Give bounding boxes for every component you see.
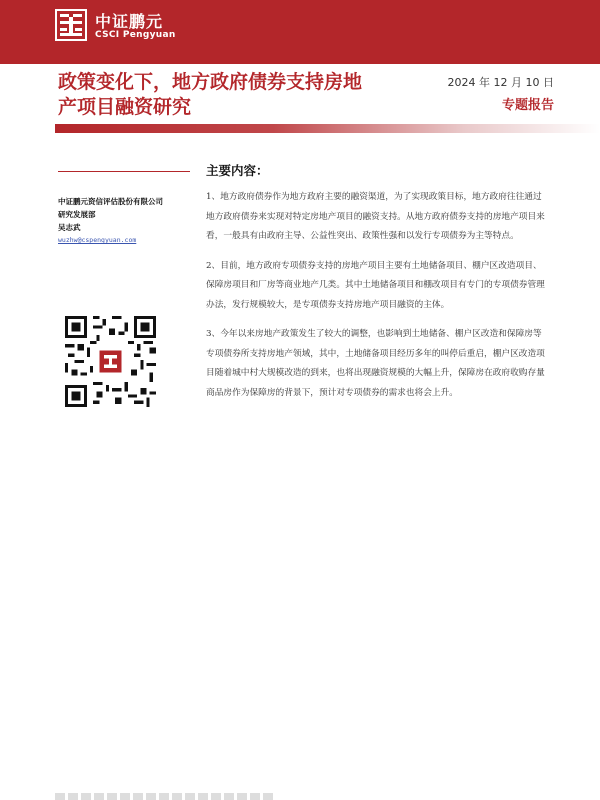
summary-paragraph: 2、目前，地方政府专项债券支持的房地产项目主要有土地储备项目、棚户区改造项目、保障房项目和厂房等商业地产几类。其中土地储备项目和棚改项目有专门的专项债券管理办法，发行规模较大，是专项债券支持房地产项目融资的主体。 [206, 260, 545, 310]
cspy-logo-icon [55, 9, 87, 41]
author-info [58, 195, 198, 247]
summary-paragraph: 1、地方政府债券作为地方政府主要的融资渠道，为了实现政策目标，地方政府往往通过地方政府债券来实现对特定房地产项目的融资支持。从地方政府债券支持的房地产项目来看，一般具有由政府主导、公益性突出、政策性强和以发行专项债券为主等特点。 [206, 192, 545, 241]
organization-name: 中证鹏元资信评估股份有限公司 [58, 197, 163, 206]
summary-paragraph: 3、今年以来房地产政策发生了较大的调整，也影响到土地储备、棚户区改造和保障房等专项债券所支持房地产领域，其中，土地储备项目经历多年的叫停后重启，棚户区改造项目随着城中村大规模改造的到来，也将出现融资规模的大幅上升，保障房在政府收购存量商品房作为保障房的背景下，预计对专项债券的需求也将会上升。 [206, 329, 545, 398]
header-divider [55, 124, 600, 133]
report-title: 政策变化下，地方政府债券支持房地产项目融资研究 [58, 71, 363, 118]
author-name: 吴志武 [58, 223, 81, 232]
sidebar-rule [58, 171, 190, 172]
header-banner [0, 0, 600, 64]
main-content [206, 188, 546, 413]
report-type: 专题报告 [501, 98, 554, 113]
brand-name-cn: 中证鹏元 [95, 12, 164, 31]
report-date: 2024 年 12 月 10 日 [447, 76, 554, 89]
footer-text-fragment [55, 793, 275, 800]
brand-name-en: CSCI Pengyuan [95, 30, 176, 40]
qr-code-icon[interactable] [65, 316, 156, 407]
department-name: 研究发展部 [58, 210, 96, 219]
section-heading: 主要内容： [206, 163, 269, 178]
author-email-link[interactable]: wuzhw@cspengyuan.com [58, 236, 137, 244]
